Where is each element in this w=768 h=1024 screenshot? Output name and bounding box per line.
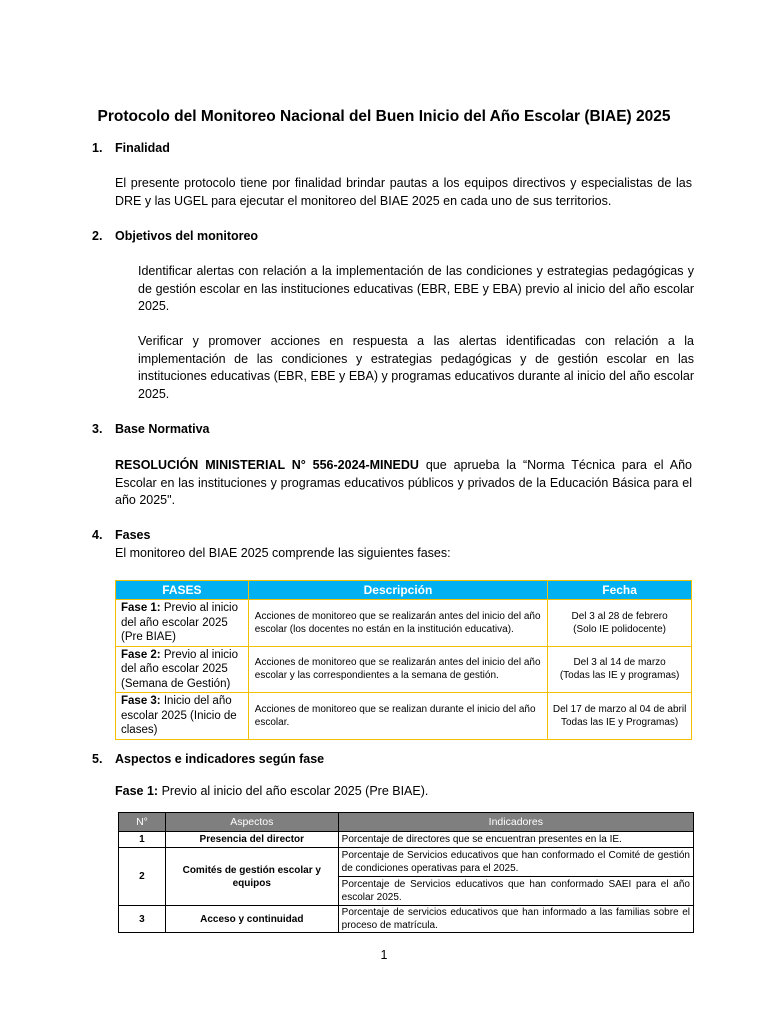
column-header: FASES: [116, 581, 249, 600]
table-row: [116, 693, 692, 740]
objective-2-paragraph: Verificar y promover acciones en respuesta a las alertas identificadas con relación a la implementación de las condiciones y estrategias pedagógicas y de gestión escolar en las instituciones educativas (EBR, EBE y EBA) y programas educativos durante al inicio del año escolar 2025.: [138, 334, 694, 401]
fases-intro: El monitoreo del BIAE 2025 comprende las siguientes fases:: [115, 546, 451, 560]
section-title: Base Normativa: [115, 422, 210, 436]
date-range: Del 17 de marzo al 04 de abril: [552, 703, 687, 715]
aspect-cell: Acceso y continuidad: [165, 906, 338, 933]
section-3-heading: [92, 422, 210, 436]
indicator-cell: Porcentaje de Servicios educativos que han conformado SAEI para el año escolar 2025.: [338, 877, 693, 906]
description-cell: Acciones de monitoreo que se realizan durante el inicio del año escolar.: [248, 693, 547, 740]
indicator-cell: Porcentaje de Servicios educativos que han conformado el Comité de gestión de condiciones operativas para el 2025.: [338, 848, 693, 877]
table-row: [119, 906, 694, 933]
resolution-description: que aprueba la “Norma Técnica para el Año Escolar en las instituciones y programas educativos públicos y privados de la Educación Básica para el año 2025".: [115, 458, 692, 507]
date-cell: [548, 600, 692, 647]
table-row: [116, 646, 692, 693]
table-header-row: [119, 813, 694, 832]
fase-text: Previo al inicio del año escolar 2025 (Semana de Gestión): [121, 648, 238, 690]
section-number: 5.: [92, 752, 103, 766]
date-scope: (Todas las IE y programas): [559, 670, 680, 682]
section-title: Aspectos e indicadores según fase: [115, 752, 325, 766]
column-header: Descripción: [248, 581, 547, 600]
date-range: Del 3 al 28 de febrero: [571, 610, 668, 622]
description-cell: Acciones de monitoreo que se realizarán antes del inicio del año escolar (los docentes no están en la institución educativa).: [248, 600, 547, 647]
section-title: Fases: [115, 528, 151, 542]
indicators-table: [118, 812, 694, 933]
finalidad-paragraph: El presente protocolo tiene por finalidad brindar pautas a los equipos directivos y especialistas de las DRE y las UGEL para ejecutar el monitoreo del BIAE 2025 en cada uno de sus territorios.: [115, 176, 692, 208]
table-header-row: [116, 581, 692, 600]
date-range: Del 3 al 14 de marzo: [573, 657, 666, 669]
section-title: Finalidad: [115, 141, 170, 155]
fase-label: Fase 2:: [121, 648, 161, 661]
base-normativa-paragraph: [115, 457, 692, 510]
fase-text: Previo al inicio del año escolar 2025 (Pre BIAE): [121, 602, 238, 643]
section-number: 1.: [92, 141, 103, 155]
section-number: 4.: [92, 528, 103, 542]
fase-cell: [116, 646, 249, 693]
number-cell: 2: [119, 848, 166, 906]
section-number: 2.: [92, 229, 103, 243]
date-scope: (Solo IE polidocente): [573, 623, 667, 635]
column-header: N°: [119, 813, 166, 832]
objective-1-paragraph: Identificar alertas con relación a la implementación de las condiciones y estrategias pedagógicas y de gestión escolar en las instituciones educativas (EBR, EBE y EBA) previo al inicio del año escolar 2025.: [138, 264, 694, 313]
description-cell: Acciones de monitoreo que se realizarán antes del inicio del año escolar y las correspondientes a la semana de gestión.: [248, 646, 547, 693]
number-cell: 3: [119, 906, 166, 933]
fase-cell: [116, 693, 249, 740]
resolution-reference: RESOLUCIÓN MINISTERIAL N° 556-2024-MINEDU: [115, 458, 419, 472]
fase-1-subheading: [115, 784, 428, 798]
section-4-heading: [92, 528, 150, 542]
fase-text: Inicio del año escolar 2025 (Inicio de clases): [121, 695, 237, 736]
date-scope: Todas las IE y Programas): [560, 716, 679, 728]
section-2-heading: [92, 229, 258, 243]
section-5-heading: [92, 752, 324, 766]
indicator-cell: Porcentaje de directores que se encuentran presentes en la IE.: [338, 832, 693, 848]
aspect-cell: Comités de gestión escolar y equipos: [165, 848, 338, 906]
fase-label: Fase 1:: [121, 602, 161, 614]
page-title: Protocolo del Monitoreo Nacional del Buen Inicio del Año Escolar (BIAE) 2025: [97, 108, 671, 125]
section-title: Objetivos del monitoreo: [115, 229, 259, 243]
fase-label: Fase 1:: [115, 784, 159, 798]
aspect-cell: Presencia del director: [165, 832, 338, 848]
table-row: [116, 600, 692, 647]
page-number: 1: [380, 948, 388, 962]
number-cell: 1: [119, 832, 166, 848]
column-header: Fecha: [548, 581, 692, 600]
date-cell: [548, 693, 692, 740]
column-header: Aspectos: [165, 813, 338, 832]
column-header: Indicadores: [338, 813, 693, 832]
section-number: 3.: [92, 422, 103, 436]
fase-cell: [116, 600, 249, 647]
table-row: [119, 832, 694, 848]
table-row: [119, 848, 694, 877]
fase-text: Previo al inicio del año escolar 2025 (Pre BIAE).: [158, 784, 429, 798]
date-cell: [548, 646, 692, 693]
section-1-heading: [92, 141, 170, 155]
fase-label: Fase 3:: [121, 695, 161, 707]
fases-table: [115, 580, 692, 740]
indicator-cell: Porcentaje de servicios educativos que han informado a las familias sobre el proceso de matrícula.: [338, 906, 693, 933]
